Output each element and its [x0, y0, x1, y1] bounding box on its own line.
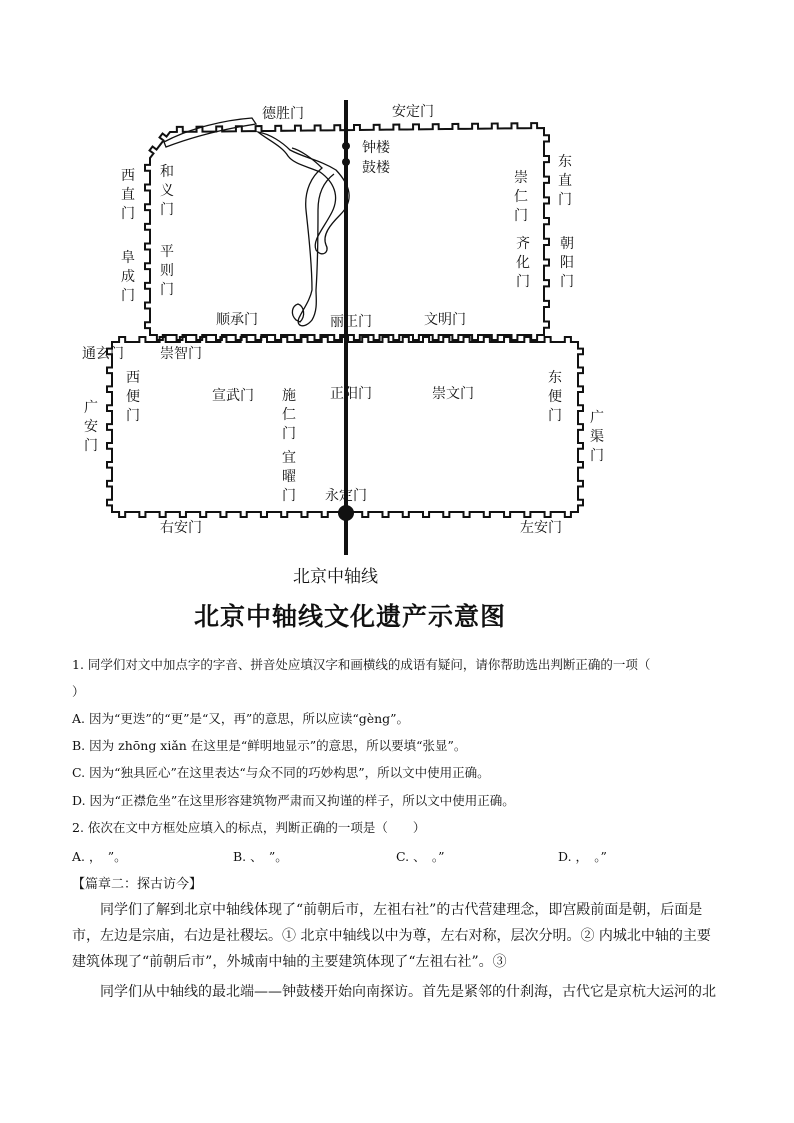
gate-chongwenmen: 崇文门: [432, 386, 474, 402]
gate-chongrenmen-char: 仁: [514, 189, 528, 205]
gate-tongxuanmen: 通玄门: [82, 346, 124, 362]
gate-dongbianmen-char: 东: [548, 370, 562, 386]
axis-caption: 北京中轴线: [293, 567, 378, 587]
gate-guangqumen-char: 渠: [590, 429, 604, 445]
gate-shirenmen-char: 门: [282, 426, 296, 442]
paragraph-1: 同学们了解到北京中轴线体现了“前朝后市，左祖右社”的古代营建理念，即宫殿前面是朝，后面是市，左边是宗庙，右边是社稷坛。① 北京中轴线以中为尊，左右对称，层次分明。② 内城北中轴的主要建筑体现了“前朝后市”，外城南中轴的主要建筑体现了“左祖右社”。③: [72, 902, 711, 970]
gate-fuchengmen-char: 门: [121, 288, 135, 304]
gate-chaoyangmen-char: 阳: [560, 255, 574, 271]
gate-fuchengmen-char: 阜: [121, 250, 135, 266]
gate-xibianmen-char: 便: [126, 389, 140, 405]
label-gulou: 鼓楼: [362, 160, 390, 176]
gate-youanmen: 右安门: [160, 520, 202, 536]
question-1-option-d: D. 因为“正襟危坐”在这里形容建筑物严肃而又拘谨的样子，所以文中使用正确。: [72, 793, 515, 808]
shichahai-lake: [164, 118, 349, 326]
gate-guanganmen-char: 广: [84, 400, 98, 416]
gate-pingzemen-char: 门: [160, 282, 174, 298]
gate-xuanwumen: 宣武门: [212, 388, 254, 404]
gate-deshengmen: 德胜门: [262, 106, 304, 122]
drum-tower-dot: [342, 158, 350, 166]
gate-heyimen-char: 门: [160, 202, 174, 218]
gate-xibianmen-char: 门: [126, 408, 140, 424]
gate-qihuamen-char: 门: [516, 274, 530, 290]
paragraph-2: 同学们从中轴线的最北端——钟鼓楼开始向南探访。首先是紧邻的什刹海，古代它是京杭大运河的北: [100, 984, 716, 1000]
gate-xuanyaomen-char: 门: [282, 488, 296, 504]
question-2-option-b: B. 、 ”。: [233, 849, 288, 864]
gate-yongdingmen: 永定门: [325, 488, 367, 504]
question-1-stem: 1. 同学们对文中加点字的字音、拼音处应填汉字和画横线的成语有疑问，请你帮助选出判断正确的一项（: [72, 657, 651, 672]
gate-guanganmen-char: 门: [84, 438, 98, 454]
question-2-option-c: C. 、 。”: [396, 849, 445, 864]
gate-fuchengmen-char: 成: [121, 269, 135, 285]
gate-zuoanmen: 左安门: [520, 520, 562, 536]
question-2-stem: 2. 依次在文中方框处应填入的标点，判断正确的一项是（ ）: [72, 820, 426, 835]
gate-wenmingmen: 文明门: [424, 312, 466, 328]
question-2-option-d: D. ， 。”: [558, 849, 607, 864]
gate-pingzemen-char: 平: [160, 244, 174, 260]
gate-chaoyangmen-char: 门: [560, 274, 574, 290]
gate-andingmen: 安定门: [392, 104, 434, 120]
gate-qihuamen-char: 齐: [516, 236, 530, 252]
gate-shirenmen-char: 仁: [282, 407, 296, 423]
gate-xibianmen-char: 西: [126, 370, 140, 386]
gate-xizhimen-char: 门: [121, 206, 135, 222]
gate-dongbianmen-char: 门: [548, 408, 562, 424]
gate-chaoyangmen-char: 朝: [560, 236, 574, 252]
gate-dongzhimen-char: 直: [558, 173, 572, 189]
gate-shunchengmen: 顺承门: [216, 312, 258, 328]
gate-guangqumen-char: 广: [590, 410, 604, 426]
gate-pingzemen-char: 则: [160, 263, 174, 279]
figure-title: 北京中轴线文化遗产示意图: [193, 602, 506, 631]
gate-heyimen-char: 义: [160, 183, 174, 199]
question-1-option-b: B. 因为 zhōng xiǎn 在这里是“鲜明地显示”的意思，所以要填“张显”。: [72, 738, 467, 753]
gate-xizhimen-char: 西: [121, 168, 135, 184]
gate-chongrenmen-char: 崇: [514, 170, 528, 186]
gate-chongzhimen: 崇智门: [160, 346, 202, 362]
gate-dongbianmen-char: 便: [548, 389, 562, 405]
question-2-option-a: A. ， ”。: [72, 849, 127, 864]
bell-tower-dot: [342, 142, 350, 150]
gate-qihuamen-char: 化: [516, 255, 530, 271]
gate-chongrenmen-char: 门: [514, 208, 528, 224]
question-1-option-a: A. 因为“更迭”的“更”是“又，再”的意思，所以应读“gèng”。: [72, 711, 410, 726]
gate-lizhengmen: 丽正门: [330, 314, 372, 330]
gate-zhengyangmen: 正阳门: [330, 386, 372, 402]
gate-shirenmen-char: 施: [282, 388, 296, 404]
gate-guanganmen-char: 安: [84, 419, 98, 435]
question-1-option-c: C. 因为“独具匠心”在这里表达“与众不同的巧妙构思”，所以文中使用正确。: [72, 765, 490, 780]
gate-xuanyaomen-char: 宜: [282, 450, 296, 466]
label-zhonglou: 钟楼: [362, 140, 390, 156]
gate-guangqumen-char: 门: [590, 448, 604, 464]
gate-dongzhimen-char: 门: [558, 192, 572, 208]
gate-xizhimen-char: 直: [121, 187, 135, 203]
gate-heyimen-char: 和: [160, 164, 174, 180]
section-heading: 【篇章二：探古访今】: [72, 877, 203, 892]
gate-dongzhimen-char: 东: [558, 154, 572, 170]
question-1-stem-end: ）: [72, 684, 85, 699]
yongdingmen-dot: [338, 505, 354, 521]
gate-xuanyaomen-char: 曜: [282, 469, 296, 485]
